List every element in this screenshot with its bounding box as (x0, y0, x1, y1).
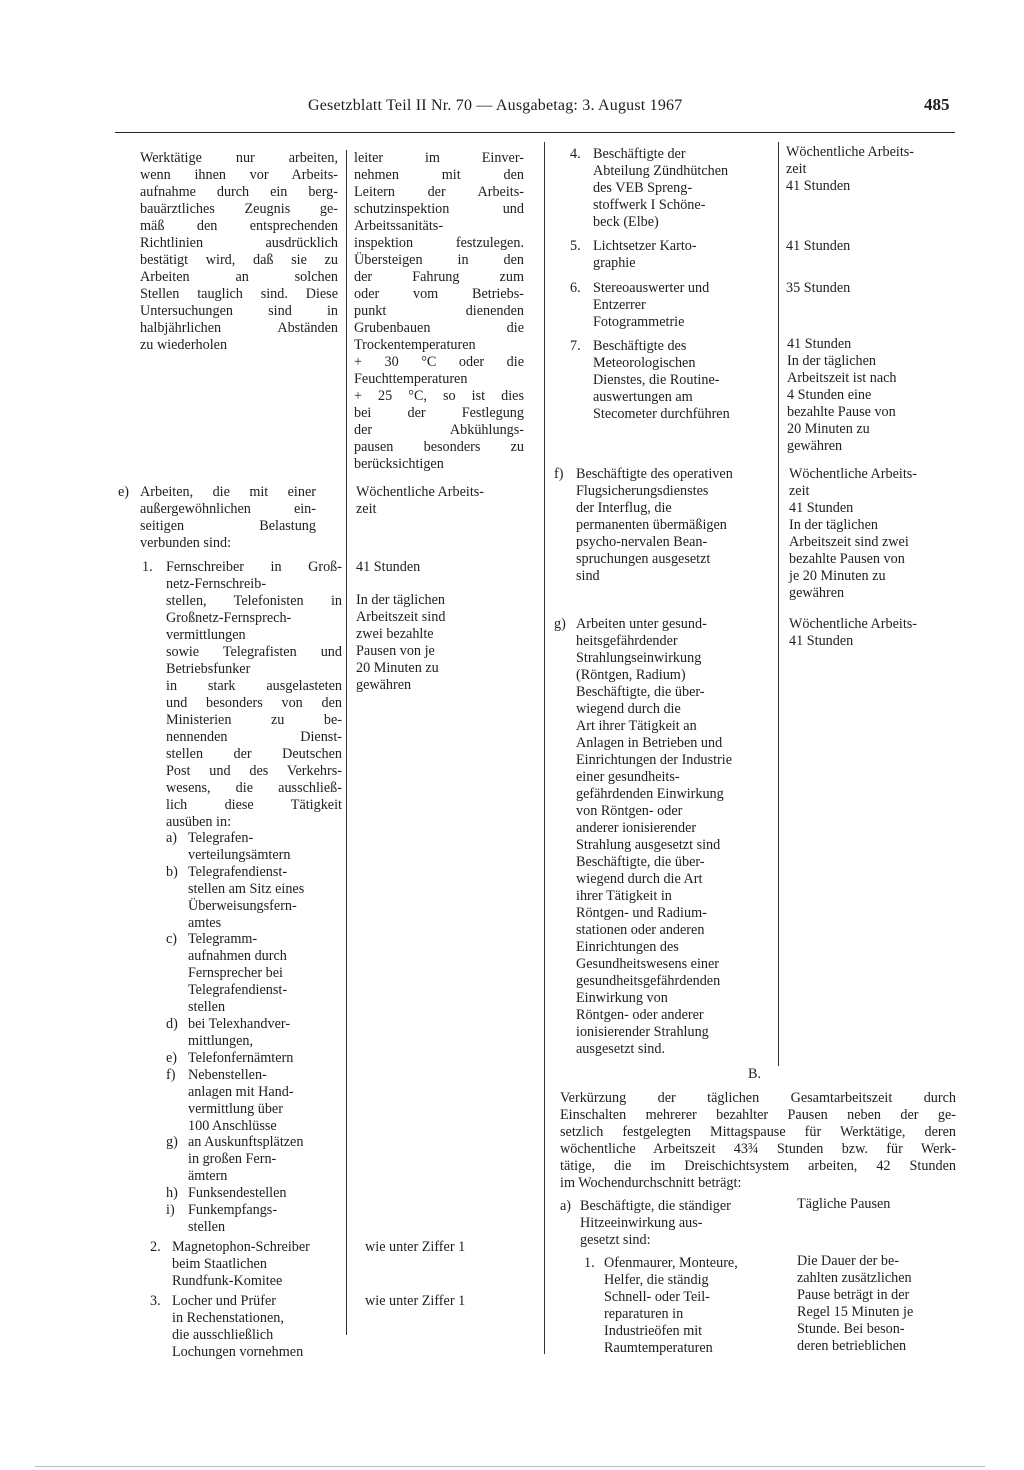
text-line: verteilungsämtern (188, 847, 291, 863)
left-intro (140, 150, 338, 354)
sublist-item (188, 1067, 346, 1135)
text-line: Locher und Prüfer (172, 1293, 277, 1309)
text-line: wöchentliche Arbeitszeit 43¾ Stunden bzw. für Werk- (560, 1141, 956, 1157)
text-line: Trockentemperaturen (354, 337, 476, 353)
item-4-value (786, 144, 951, 195)
text-line: ausgesetzt sind. (576, 1041, 666, 1057)
item-4-label: 4. (570, 146, 581, 162)
page-number: 485 (924, 95, 950, 114)
text-line: schutzinspektion und (354, 201, 524, 217)
text-line: beck (Elbe) (593, 214, 659, 230)
text-line: wiegend durch die (576, 701, 681, 717)
text-line: seitigen Belastung (140, 518, 316, 534)
text-line: Dienstes, die Routine- (593, 372, 720, 388)
text-line: stellen am Sitz eines (188, 880, 305, 897)
text-line: von Röntgen- oder (576, 803, 683, 819)
text-line: beim Staatlichen (172, 1256, 267, 1272)
text-line: Flugsicherungsdienstes (576, 483, 709, 499)
text-line: Betriebsfunker (166, 661, 251, 677)
sublist-item (188, 1202, 346, 1236)
right-inner-divider (778, 142, 779, 1066)
section-b-1-value (797, 1253, 957, 1355)
text-line: verbunden sind: (140, 535, 232, 551)
text-line: gesetzt sind: (580, 1232, 651, 1248)
text-line: anderer ionisierender (576, 820, 697, 836)
text-line: Nebenstellen- (188, 1066, 267, 1083)
text-line: auswertungen am (593, 389, 693, 405)
text-line: Einschalten mehrerer bezahlter Pausen neben der ge- (560, 1107, 956, 1123)
text-line: tätige, die im Dreischichtsystem arbeiten, 42 Stunden (560, 1158, 956, 1174)
section-b-heading: B. (748, 1066, 762, 1082)
item-4-text (593, 146, 773, 231)
text-line: zahlten zusätzlichen (797, 1270, 912, 1286)
text-line: Strahlungseinwirkung (576, 650, 702, 666)
text-line: halbjährlichen Abständen (140, 320, 338, 336)
section-b-a-value: Tägliche Pausen (797, 1196, 891, 1212)
text-line: Fernschreiber in Groß- (166, 559, 342, 575)
text-line: Wöchentliche Arbeits- (789, 616, 918, 632)
text-line: Grubenbauen die (354, 320, 524, 336)
section-b-1-text (604, 1255, 780, 1357)
text-line: gefährdenden Einwirkung (576, 786, 724, 802)
text-line: Raumtemperaturen (604, 1340, 713, 1356)
item-6-text (593, 280, 773, 331)
sublist-label: i) (166, 1201, 175, 1218)
text-line: Leitern der Arbeits- (354, 184, 524, 200)
text-line: sind (576, 568, 600, 584)
text-line: wenn ihnen vor Arbeits- (140, 167, 338, 183)
text-line: je 20 Minuten zu (789, 568, 886, 584)
item-f-text (576, 466, 776, 585)
text-line: Telegrafendienst- (188, 982, 288, 999)
text-line: graphie (593, 255, 636, 271)
text-line: Übersteigen in den (354, 252, 524, 268)
text-line: in Rechenstationen, (172, 1310, 284, 1326)
text-line: nennenden Dienst- (166, 729, 342, 745)
text-line: Telefonfernämtern (188, 1049, 294, 1066)
text-line: Stellen tauglich sind. Diese (140, 286, 338, 302)
text-line: stellen, Telefonisten in (166, 593, 342, 609)
text-line: netz-Fernschreib- (166, 576, 267, 592)
text-line: (Röntgen, Radium) (576, 667, 686, 683)
item-6-value (786, 280, 951, 297)
text-line: Hitzeeinwirkung aus- (580, 1215, 703, 1231)
item-f-value (789, 466, 954, 602)
text-line: Einwirkung von (576, 990, 668, 1006)
text-line: Telegrafendienst- (188, 863, 288, 880)
section-b-a-text (580, 1198, 776, 1249)
text-line: pausen besonders zu (354, 439, 524, 455)
text-line: deren betrieblichen (797, 1338, 907, 1354)
section-b-paragraph (560, 1090, 956, 1192)
text-line: Wöchentliche Arbeits- (356, 484, 485, 500)
text-line: reparaturen in (604, 1306, 684, 1322)
text-line: 41 Stunden (786, 238, 851, 254)
text-line: und besonders von den (166, 695, 342, 711)
text-line: Richtlinien ausdrücklich (140, 235, 338, 251)
item-e-label: e) (118, 484, 130, 500)
text-line: der Interflug, die (576, 500, 672, 516)
text-line: Wöchentliche Arbeits- (789, 466, 918, 482)
item-e-hours (356, 484, 518, 518)
text-line: Pause beträgt in der (797, 1287, 910, 1303)
text-line: Beschäftigte des (593, 338, 687, 354)
section-b-1-label: 1. (584, 1255, 595, 1271)
text-line: Arbeitssanitäts- (354, 218, 444, 234)
text-line: Einrichtungen der Industrie (576, 752, 733, 768)
item-2-text (172, 1239, 344, 1290)
item-g-label: g) (554, 616, 566, 632)
text-line: Arbeiten unter gesund- (576, 616, 707, 632)
text-line: 41 Stunden (789, 500, 854, 516)
text-line: sowie Telegrafisten und (166, 644, 342, 660)
text-line: Lichtsetzer Karto- (593, 238, 697, 254)
text-line: Arbeiten an solchen (140, 269, 338, 285)
text-line: Beschäftigte, die über- (576, 854, 705, 870)
text-line: 4 Stunden eine (787, 387, 872, 403)
scan-bottom-edge (35, 1466, 985, 1467)
text-line: 35 Stunden (786, 280, 851, 296)
sublist-item (188, 1016, 346, 1050)
text-line: in stark ausgelasteten (166, 678, 342, 694)
sublist-item (188, 1050, 346, 1067)
text-line: heitsgefährdender (576, 633, 678, 649)
text-line: Art ihrer Tätigkeit an (576, 718, 697, 734)
text-line: Entzerrer (593, 297, 646, 313)
text-line: zwei bezahlte (356, 626, 434, 642)
text-line: Untersuchungen sind in (140, 303, 338, 319)
text-line: wiegend durch die Art (576, 871, 703, 887)
text-line: Abteilung Zündhütchen (593, 163, 729, 179)
text-line: der Fahrung zum (354, 269, 524, 285)
text-line: an Auskunftsplätzen (188, 1134, 304, 1151)
text-line: Stecometer durchführen (593, 406, 730, 422)
text-line: Beschäftigte des operativen (576, 466, 733, 482)
text-line: stellen (188, 1218, 226, 1235)
text-line: Telegramm- (188, 931, 258, 948)
sublist-label: e) (166, 1049, 178, 1066)
text-line: leiter im Einver- (354, 150, 524, 166)
text-line: 20 Minuten zu (356, 660, 439, 676)
text-line: gewähren (789, 585, 845, 601)
text-line: 20 Minuten zu (787, 421, 870, 437)
text-line: permanenten übermäßigen (576, 517, 727, 533)
text-line: ihrer Tätigkeit in (576, 888, 672, 904)
sublist-label: g) (166, 1134, 178, 1151)
section-b-a-label: a) (560, 1198, 572, 1214)
text-line: des VEB Spreng- (593, 180, 693, 196)
sublist-label: a) (166, 830, 178, 846)
text-line: Pausen von je (356, 643, 435, 659)
text-line: stellen der Deutschen (166, 746, 342, 762)
running-header: Gesetzblatt Teil II Nr. 70 — Ausgabetag: 3. August 1967 (308, 97, 683, 114)
text-line: Arbeitszeit sind zwei (789, 534, 909, 550)
sublist-item (188, 1134, 346, 1185)
text-line: amtes (188, 914, 222, 931)
sublist-item (188, 864, 346, 932)
item-2-value: wie unter Ziffer 1 (365, 1239, 466, 1255)
item-1-text (166, 559, 342, 831)
text-line: + 30 °C oder die (354, 354, 524, 370)
text-line: Helfer, die ständig (604, 1272, 709, 1288)
text-line: zeit (789, 483, 810, 499)
text-line: Überweisungsfern- (188, 897, 297, 914)
item-3-label: 3. (150, 1293, 161, 1309)
sublist-item (188, 830, 346, 864)
text-line: zeit (356, 501, 377, 517)
item-f-label: f) (554, 466, 564, 482)
item-5-label: 5. (570, 238, 581, 254)
text-line: Arbeitszeit sind (356, 609, 446, 625)
text-line: berücksichtigen (354, 456, 444, 472)
sublist-label: h) (166, 1184, 178, 1201)
text-line: ausüben in: (166, 814, 232, 830)
text-line: psycho-nervalen Bean- (576, 534, 708, 550)
text-line: Röntgen- und Radium- (576, 905, 707, 921)
text-line: Ofenmaurer, Monteure, (604, 1255, 738, 1271)
text-line: 41 Stunden (786, 178, 851, 194)
text-line: gewähren (787, 438, 843, 454)
text-line: Röntgen- oder anderer (576, 1007, 704, 1023)
item-e-text (140, 484, 316, 552)
text-line: Industrieöfen mit (604, 1323, 703, 1339)
text-line: stellen (188, 999, 226, 1016)
text-line: Beschäftigte, die über- (576, 684, 705, 700)
item-1-pause (356, 592, 496, 694)
text-line: bezahlte Pausen von (789, 551, 905, 567)
text-line: Stereoauswerter und (593, 280, 710, 296)
text-line: Funkempfangs- (188, 1201, 278, 1218)
text-line: Die Dauer der be- (797, 1253, 900, 1269)
text-line: Feuchttemperaturen (354, 371, 468, 387)
text-line: In der täglichen (787, 353, 877, 369)
text-line: oder vom Betriebs- (354, 286, 524, 302)
text-line: ionisierender Strahlung (576, 1024, 709, 1040)
text-line: 41 Stunden (789, 633, 854, 649)
item-g-value (789, 616, 954, 650)
text-line: einer gesundheits- (576, 769, 680, 785)
text-line: 100 Anschlüsse (188, 1117, 277, 1134)
text-line: gewähren (356, 677, 412, 693)
text-line: vermittlungen (166, 627, 246, 643)
text-line: Beschäftigte, die ständiger (580, 1198, 731, 1214)
text-line: aufnahme durch ein berg- (140, 184, 338, 200)
text-line: 41 Stunden (787, 336, 852, 352)
text-line: In der täglichen (356, 592, 446, 608)
text-line: Schnell- oder Teil- (604, 1289, 710, 1305)
text-line: bauärztliches Zeugnis ge- (140, 201, 338, 217)
item-7-value (787, 336, 952, 455)
text-line: Fotogrammetrie (593, 314, 685, 330)
column-divider (544, 142, 545, 1354)
item-3-text (172, 1293, 344, 1361)
text-line: bei der Festlegung (354, 405, 524, 421)
text-line: aufnahmen durch (188, 948, 287, 965)
text-line: wesens, die ausschließ- (166, 780, 342, 796)
text-line: setzlich festgelegten Mittagspause für Werktätige, deren (560, 1124, 956, 1140)
text-line: Funksendestellen (188, 1184, 287, 1201)
item-g-text (576, 616, 776, 1058)
text-line: Werktätige nur arbeiten, (140, 150, 338, 166)
text-line: Arbeiten, die mit einer (140, 484, 316, 500)
text-line: Arbeitszeit ist nach (787, 370, 897, 386)
text-line: Beschäftigte der (593, 146, 686, 162)
text-line: zu wiederholen (140, 337, 228, 353)
text-line: spruchungen ausgesetzt (576, 551, 711, 567)
text-line: + 25 °C, so ist dies (354, 388, 524, 404)
item-7-text (593, 338, 773, 423)
text-line: Telegrafen- (188, 830, 254, 846)
text-line: mittlungen, (188, 1032, 254, 1049)
text-line: Großnetz-Fernsprech- (166, 610, 292, 626)
text-line: stationen oder anderen (576, 922, 705, 938)
item-1-hours: 41 Stunden (356, 559, 421, 575)
text-line: außergewöhnlichen ein- (140, 501, 316, 517)
item-3-value: wie unter Ziffer 1 (365, 1293, 466, 1309)
item-1-label: 1. (142, 559, 153, 575)
left-intro-right (354, 150, 524, 473)
text-line: mäß den entsprechenden (140, 218, 338, 234)
text-line: zeit (786, 161, 807, 177)
text-line: Lochungen vornehmen (172, 1344, 304, 1360)
text-line: inspektion festzulegen. (354, 235, 524, 251)
sublist-label: c) (166, 931, 178, 948)
item-5-text (593, 238, 773, 272)
sublist-label: f) (166, 1066, 176, 1083)
text-line: Gesundheitswesens einer (576, 956, 720, 972)
text-line: bezahlte Pause von (787, 404, 896, 420)
text-line: Meteorologischen (593, 355, 696, 371)
text-line: Ministerien zu be- (166, 712, 342, 728)
text-line: Einrichtungen des (576, 939, 679, 955)
text-line: Anlagen in Betrieben und (576, 735, 723, 751)
text-line: In der täglichen (789, 517, 879, 533)
text-line: Post und des Verkehrs- (166, 763, 342, 779)
item-7-label: 7. (570, 338, 581, 354)
text-line: anlagen mit Hand- (188, 1083, 294, 1100)
text-line: der Abkühlungs- (354, 422, 524, 438)
item-2-label: 2. (150, 1239, 161, 1255)
sublist-label: d) (166, 1015, 178, 1032)
text-line: bei Telexhandver- (188, 1015, 291, 1032)
text-line: die ausschließlich (172, 1327, 274, 1343)
text-line: stoffwerk I Schöne- (593, 197, 706, 213)
sublist-label: b) (166, 863, 178, 880)
text-line: bestätigt wird, daß sie zu (140, 252, 338, 268)
left-inner-divider (346, 150, 347, 1335)
text-line: lich diese Tätigkeit (166, 797, 342, 813)
item-5-value (786, 238, 951, 255)
text-line: im Wochendurchschnitt beträgt: (560, 1175, 742, 1191)
text-line: gesundheitsgefährdenden (576, 973, 721, 989)
sublist-item (188, 931, 346, 1016)
text-line: Stunde. Bei beson- (797, 1321, 905, 1337)
text-line: Fernsprecher bei (188, 965, 283, 982)
text-line: Rundfunk-Komitee (172, 1273, 283, 1289)
text-line: Wöchentliche Arbeits- (786, 144, 915, 160)
text-line: Magnetophon-Schreiber (172, 1239, 310, 1255)
text-line: nehmen mit den (354, 167, 524, 183)
text-line: vermittlung über (188, 1100, 283, 1117)
text-line: in großen Fern- (188, 1151, 277, 1168)
item-6-label: 6. (570, 280, 581, 296)
text-line: Verkürzung der täglichen Gesamtarbeitszeit durch (560, 1090, 956, 1106)
sublist-item (188, 1185, 346, 1202)
text-line: Strahlung ausgesetzt sind (576, 837, 721, 853)
header-rule (115, 132, 955, 133)
text-line: ämtern (188, 1168, 228, 1185)
text-line: Regel 15 Minuten je (797, 1304, 914, 1320)
text-line: punkt dienenden (354, 303, 524, 319)
